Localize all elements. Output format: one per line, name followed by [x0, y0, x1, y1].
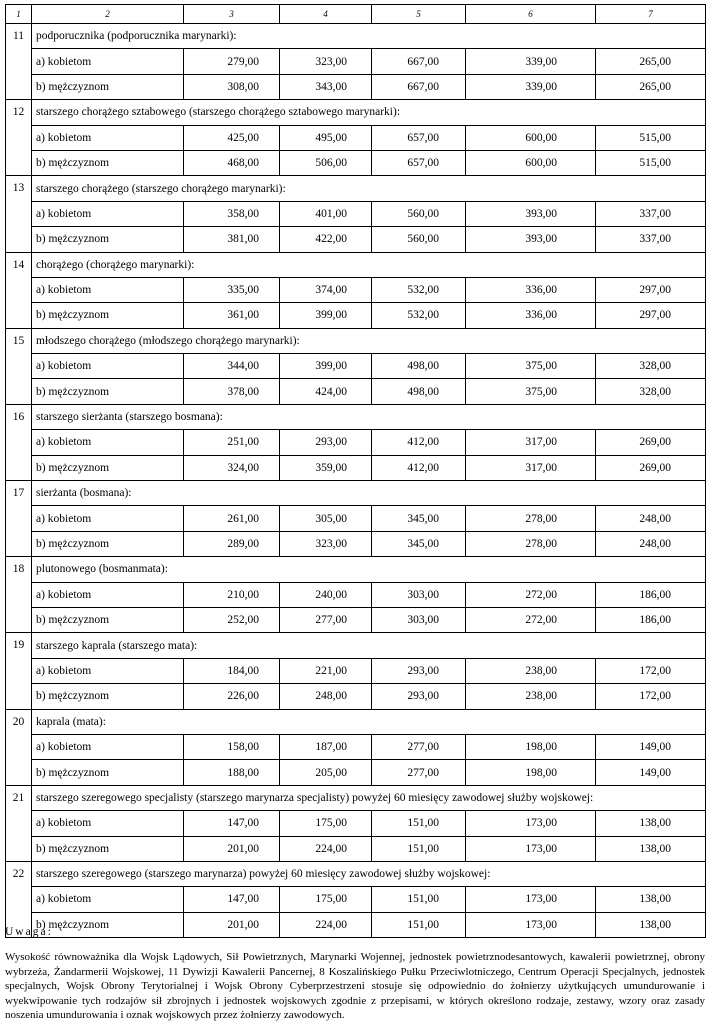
amount-cell: 337,00 — [596, 201, 706, 226]
gender-label: b) mężczyznom — [32, 379, 184, 404]
amount-cell: 657,00 — [372, 150, 466, 175]
table-row — [6, 836, 706, 861]
amount-cell: 238,00 — [466, 658, 596, 683]
gender-label: a) kobietom — [32, 430, 184, 455]
amount-cell: 172,00 — [596, 684, 706, 709]
amount-cell: 151,00 — [372, 811, 466, 836]
row-number: 21 — [6, 785, 32, 861]
amount-cell: 498,00 — [372, 354, 466, 379]
amount-cell: 343,00 — [280, 74, 372, 99]
amount-cell: 186,00 — [596, 582, 706, 607]
amount-cell: 248,00 — [596, 506, 706, 531]
gender-label: a) kobietom — [32, 506, 184, 531]
amount-cell: 495,00 — [280, 125, 372, 150]
row-number: 14 — [6, 252, 32, 328]
gender-label: a) kobietom — [32, 277, 184, 302]
amount-cell: 305,00 — [280, 506, 372, 531]
note-title: Uwaga: — [5, 926, 53, 938]
amount-cell: 399,00 — [280, 354, 372, 379]
column-number: 3 — [184, 5, 280, 24]
gender-label: b) mężczyznom — [32, 455, 184, 480]
amount-cell: 317,00 — [466, 430, 596, 455]
amount-cell: 173,00 — [466, 887, 596, 912]
amount-cell: 261,00 — [184, 506, 280, 531]
rank-title: starszego sierżanta (starszego bosmana): — [32, 404, 706, 429]
table-row — [6, 354, 706, 379]
gender-label: b) mężczyznom — [32, 760, 184, 785]
gender-label: b) mężczyznom — [32, 74, 184, 99]
amount-cell: 186,00 — [596, 607, 706, 632]
amount-cell: 277,00 — [372, 760, 466, 785]
table-row — [6, 74, 706, 99]
gender-label: a) kobietom — [32, 582, 184, 607]
amount-cell: 198,00 — [466, 734, 596, 759]
amount-cell: 344,00 — [184, 354, 280, 379]
amount-cell: 252,00 — [184, 607, 280, 632]
gender-label: b) mężczyznom — [32, 912, 184, 937]
row-number: 15 — [6, 328, 32, 404]
group-title-row — [6, 557, 706, 582]
amount-cell: 657,00 — [372, 125, 466, 150]
amount-cell: 224,00 — [280, 912, 372, 937]
amount-cell: 248,00 — [280, 684, 372, 709]
amount-cell: 393,00 — [466, 227, 596, 252]
amount-cell: 425,00 — [184, 125, 280, 150]
gender-label: a) kobietom — [32, 887, 184, 912]
amount-cell: 198,00 — [466, 760, 596, 785]
amount-cell: 358,00 — [184, 201, 280, 226]
column-number: 1 — [6, 5, 32, 24]
amount-cell: 401,00 — [280, 201, 372, 226]
column-number: 7 — [596, 5, 706, 24]
table-row — [6, 887, 706, 912]
rank-title: starszego chorążego sztabowego (starszego chorążego sztabowego marynarki): — [32, 100, 706, 125]
amount-cell: 303,00 — [372, 582, 466, 607]
rank-title: starszego kaprala (starszego mata): — [32, 633, 706, 658]
amount-cell: 324,00 — [184, 455, 280, 480]
column-number: 5 — [372, 5, 466, 24]
amount-cell: 272,00 — [466, 607, 596, 632]
amount-cell: 149,00 — [596, 760, 706, 785]
amount-cell: 532,00 — [372, 303, 466, 328]
amount-cell: 468,00 — [184, 150, 280, 175]
amount-cell: 498,00 — [372, 379, 466, 404]
amount-cell: 560,00 — [372, 227, 466, 252]
amount-cell: 328,00 — [596, 379, 706, 404]
table-row — [6, 582, 706, 607]
row-number: 13 — [6, 176, 32, 252]
amount-cell: 147,00 — [184, 887, 280, 912]
table-row — [6, 150, 706, 175]
amount-cell: 317,00 — [466, 455, 596, 480]
gender-label: b) mężczyznom — [32, 227, 184, 252]
gender-label: a) kobietom — [32, 354, 184, 379]
amount-cell: 600,00 — [466, 150, 596, 175]
amount-cell: 173,00 — [466, 912, 596, 937]
column-number: 4 — [280, 5, 372, 24]
amount-cell: 147,00 — [184, 811, 280, 836]
amount-cell: 412,00 — [372, 455, 466, 480]
gender-label: a) kobietom — [32, 658, 184, 683]
group-title-row — [6, 709, 706, 734]
amount-cell: 422,00 — [280, 227, 372, 252]
rank-title: starszego szeregowego specjalisty (starszego marynarza specjalisty) powyżej 60 miesięcy zawodowej służby wojskowej: — [32, 785, 706, 810]
amount-cell: 138,00 — [596, 912, 706, 937]
amount-cell: 278,00 — [466, 531, 596, 556]
amount-cell: 289,00 — [184, 531, 280, 556]
table-row — [6, 506, 706, 531]
amount-cell: 173,00 — [466, 811, 596, 836]
table-row — [6, 455, 706, 480]
row-number: 11 — [6, 24, 32, 100]
amount-cell: 297,00 — [596, 277, 706, 302]
group-title-row — [6, 328, 706, 353]
row-number: 17 — [6, 481, 32, 557]
amount-cell: 297,00 — [596, 303, 706, 328]
table-row — [6, 227, 706, 252]
amount-cell: 138,00 — [596, 887, 706, 912]
gender-label: b) mężczyznom — [32, 684, 184, 709]
amount-cell: 277,00 — [280, 607, 372, 632]
amount-cell: 269,00 — [596, 430, 706, 455]
group-title-row — [6, 861, 706, 886]
amount-cell: 336,00 — [466, 277, 596, 302]
amount-cell: 293,00 — [372, 658, 466, 683]
gender-label: b) mężczyznom — [32, 150, 184, 175]
table-row — [6, 607, 706, 632]
group-title-row — [6, 785, 706, 810]
rank-title: młodszego chorążego (młodszego chorążego marynarki): — [32, 328, 706, 353]
table-row — [6, 430, 706, 455]
rank-title: starszego szeregowego (starszego marynarza) powyżej 60 miesięcy zawodowej służby wojskowej: — [32, 861, 706, 886]
amount-cell: 265,00 — [596, 49, 706, 74]
group-title-row — [6, 481, 706, 506]
table-row — [6, 912, 706, 937]
rank-title: chorążego (chorążego marynarki): — [32, 252, 706, 277]
amount-cell: 277,00 — [372, 734, 466, 759]
gender-label: b) mężczyznom — [32, 836, 184, 861]
amount-cell: 515,00 — [596, 150, 706, 175]
gender-label: a) kobietom — [32, 811, 184, 836]
gender-label: b) mężczyznom — [32, 531, 184, 556]
rank-title: podporucznika (podporucznika marynarki): — [32, 24, 706, 49]
amount-cell: 293,00 — [372, 684, 466, 709]
table-row — [6, 49, 706, 74]
amount-cell: 532,00 — [372, 277, 466, 302]
amount-cell: 328,00 — [596, 354, 706, 379]
amount-cell: 293,00 — [280, 430, 372, 455]
column-number: 2 — [32, 5, 184, 24]
gender-label: a) kobietom — [32, 201, 184, 226]
amount-cell: 412,00 — [372, 430, 466, 455]
group-title-row — [6, 100, 706, 125]
amount-cell: 205,00 — [280, 760, 372, 785]
amount-cell: 149,00 — [596, 734, 706, 759]
amount-cell: 265,00 — [596, 74, 706, 99]
amount-cell: 600,00 — [466, 125, 596, 150]
table-row — [6, 125, 706, 150]
amount-cell: 188,00 — [184, 760, 280, 785]
gender-label: a) kobietom — [32, 49, 184, 74]
row-number: 22 — [6, 861, 32, 937]
amount-cell: 187,00 — [280, 734, 372, 759]
table-row — [6, 303, 706, 328]
row-number: 12 — [6, 100, 32, 176]
amount-cell: 335,00 — [184, 277, 280, 302]
amount-cell: 151,00 — [372, 887, 466, 912]
amount-cell: 151,00 — [372, 836, 466, 861]
rank-title: sierżanta (bosmana): — [32, 481, 706, 506]
amount-cell: 278,00 — [466, 506, 596, 531]
amount-cell: 175,00 — [280, 887, 372, 912]
amount-cell: 279,00 — [184, 49, 280, 74]
row-number: 16 — [6, 404, 32, 480]
amount-cell: 272,00 — [466, 582, 596, 607]
rank-title: plutonowego (bosmanmata): — [32, 557, 706, 582]
row-number: 20 — [6, 709, 32, 785]
table-row — [6, 811, 706, 836]
gender-label: b) mężczyznom — [32, 607, 184, 632]
amount-cell: 375,00 — [466, 354, 596, 379]
amount-cell: 184,00 — [184, 658, 280, 683]
group-title-row — [6, 633, 706, 658]
gender-label: a) kobietom — [32, 734, 184, 759]
amount-cell: 138,00 — [596, 811, 706, 836]
amount-cell: 337,00 — [596, 227, 706, 252]
rank-title: kaprala (mata): — [32, 709, 706, 734]
amount-cell: 506,00 — [280, 150, 372, 175]
amount-cell: 248,00 — [596, 531, 706, 556]
amount-cell: 226,00 — [184, 684, 280, 709]
gender-label: a) kobietom — [32, 125, 184, 150]
amount-cell: 381,00 — [184, 227, 280, 252]
amount-cell: 269,00 — [596, 455, 706, 480]
amount-cell: 374,00 — [280, 277, 372, 302]
table-row — [6, 531, 706, 556]
amount-cell: 375,00 — [466, 379, 596, 404]
group-title-row — [6, 24, 706, 49]
amount-cell: 175,00 — [280, 811, 372, 836]
rank-title: starszego chorążego (starszego chorążego marynarki): — [32, 176, 706, 201]
table-row — [6, 658, 706, 683]
amount-cell: 210,00 — [184, 582, 280, 607]
amount-cell: 361,00 — [184, 303, 280, 328]
note-text: Wysokość równoważnika dla Wojsk Lądowych, Sił Powietrznych, Marynarki Wojennej, jednostek powietrznodesantowych, kawalerii powietrznej, obrony wybrzeża, Żandarmerii Wojskowej, 11 Dywizji Kawalerii Pancernej, 8 Koszalińskiego Pułku Przeciwlotniczego, Centrum Operacji Specjalnych, jednostek specjalnych, Wojsk Obrony Terytorialnej i Wojsk Obrony Cyberprzestrzeni stosuje się odpowiednio do żołnierzy użytkujących umundurowanie i wyekwipowanie tych rodzajów sił zbrojnych i jednostek wojskowych zgodnie z przepisami, w których określono rodzaje, zestawy, wzory oraz zasady noszenia umundurowania i oznak wojskowych przez żołnierzy zawodowych. — [5, 951, 705, 1021]
amount-cell: 240,00 — [280, 582, 372, 607]
amount-cell: 323,00 — [280, 531, 372, 556]
amount-cell: 201,00 — [184, 836, 280, 861]
table-row — [6, 201, 706, 226]
amount-cell: 399,00 — [280, 303, 372, 328]
row-number: 18 — [6, 557, 32, 633]
amount-cell: 201,00 — [184, 912, 280, 937]
gender-label: b) mężczyznom — [32, 303, 184, 328]
amount-cell: 158,00 — [184, 734, 280, 759]
amount-cell: 224,00 — [280, 836, 372, 861]
column-number-row — [6, 5, 706, 24]
amount-cell: 173,00 — [466, 836, 596, 861]
amount-cell: 221,00 — [280, 658, 372, 683]
column-number: 6 — [466, 5, 596, 24]
amount-cell: 238,00 — [466, 684, 596, 709]
group-title-row — [6, 404, 706, 429]
amount-cell: 378,00 — [184, 379, 280, 404]
table-row — [6, 684, 706, 709]
group-title-row — [6, 176, 706, 201]
amount-cell: 172,00 — [596, 658, 706, 683]
amount-cell: 424,00 — [280, 379, 372, 404]
amount-cell: 138,00 — [596, 836, 706, 861]
amount-cell: 560,00 — [372, 201, 466, 226]
amount-cell: 359,00 — [280, 455, 372, 480]
table-row — [6, 277, 706, 302]
amount-cell: 345,00 — [372, 531, 466, 556]
amount-cell: 308,00 — [184, 74, 280, 99]
amount-cell: 345,00 — [372, 506, 466, 531]
amount-cell: 667,00 — [372, 49, 466, 74]
amount-cell: 339,00 — [466, 49, 596, 74]
amount-cell: 303,00 — [372, 607, 466, 632]
amount-cell: 515,00 — [596, 125, 706, 150]
amount-cell: 339,00 — [466, 74, 596, 99]
amount-cell: 251,00 — [184, 430, 280, 455]
row-number: 19 — [6, 633, 32, 709]
amount-cell: 336,00 — [466, 303, 596, 328]
table-row — [6, 379, 706, 404]
group-title-row — [6, 252, 706, 277]
amount-cell: 667,00 — [372, 74, 466, 99]
table-row — [6, 760, 706, 785]
table-body — [6, 24, 706, 938]
amount-cell: 393,00 — [466, 201, 596, 226]
amount-cell: 323,00 — [280, 49, 372, 74]
amount-cell: 151,00 — [372, 912, 466, 937]
table-row — [6, 734, 706, 759]
allowance-table — [5, 4, 706, 938]
